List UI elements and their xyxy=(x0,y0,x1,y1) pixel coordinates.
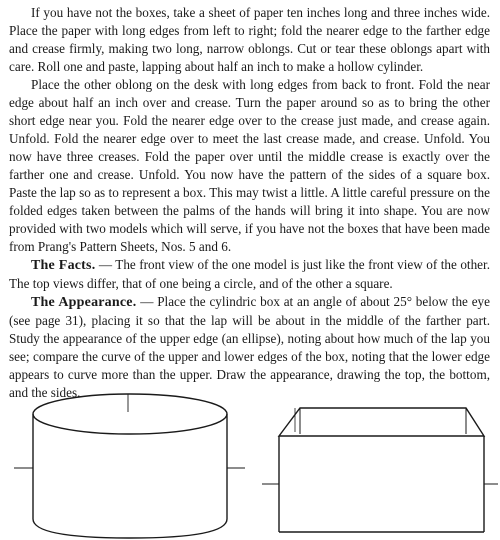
square-box-top-opening xyxy=(279,408,484,436)
paragraph-instructions-square-box xyxy=(9,76,490,256)
paragraph-1-text: If you have not the boxes, take a sheet of paper ten inches long and three inches wide. Place the paper with long edges from left to right; fold the nearer edge to the farther edge and crease firmly, making two long, narrow oblongs. Cut or tear these oblongs apart with care. Roll one and paste, lapping about half an inch to make a hollow cylinder. xyxy=(9,5,490,74)
cylindric-box-drawing xyxy=(14,394,245,538)
box-drawings-figure xyxy=(0,392,500,540)
page-text xyxy=(9,4,490,402)
paragraph-instructions-cylinder xyxy=(9,4,490,76)
paragraph-the-facts xyxy=(9,256,490,293)
the-appearance-heading: The Appearance. xyxy=(31,295,137,310)
the-facts-heading: The Facts. xyxy=(31,258,96,273)
cylinder-top-ellipse xyxy=(33,394,227,434)
square-box-drawing xyxy=(262,408,498,532)
cylinder-bottom-curve xyxy=(33,519,227,538)
paragraph-2-text: Place the other oblong on the desk with long edges from back to front. Fold the near edge about half an inch over and crease. Turn the paper around so as to bring the other short edge near you. Fold the nearer edge over to the crease just made, and crease again. Unfold. Fold the nearer edge over to meet the last crease made, and crease. Unfold. You now have three creases. Fold the paper over until the middle crease is exactly over the farther one and crease. Unfold. You now have the pattern of the sides of a square box. Paste the lap so as to represent a box. This may twist a little. A little careful pressure on the folded edges taken between the palms of the hands will bring it into shape. You are now provided with two models which will serve, if you have not the boxes that have been made from Prang's Pattern Sheets, Nos. 5 and 6. xyxy=(9,77,490,254)
paragraph-the-appearance xyxy=(9,293,490,402)
paragraph-4-text: — Place the cylindric box at an angle of about 25° below the eye (see page 31), placing it so that the lap will be about in the middle of the farther part. Study the appearance of the upper edge (an ellipse), noting about how much of the lap you see; compare the curve of the upper and lower edges of the box, noting that the lower edge appears to curve more than the upper. Draw the appearance, drawing the top, the bottom, and the sides. xyxy=(9,294,491,400)
paragraph-3-text: — The front view of the one model is just like the front view of the other. The top views differ, that of one being a circle, and of the other a square. xyxy=(9,257,490,291)
